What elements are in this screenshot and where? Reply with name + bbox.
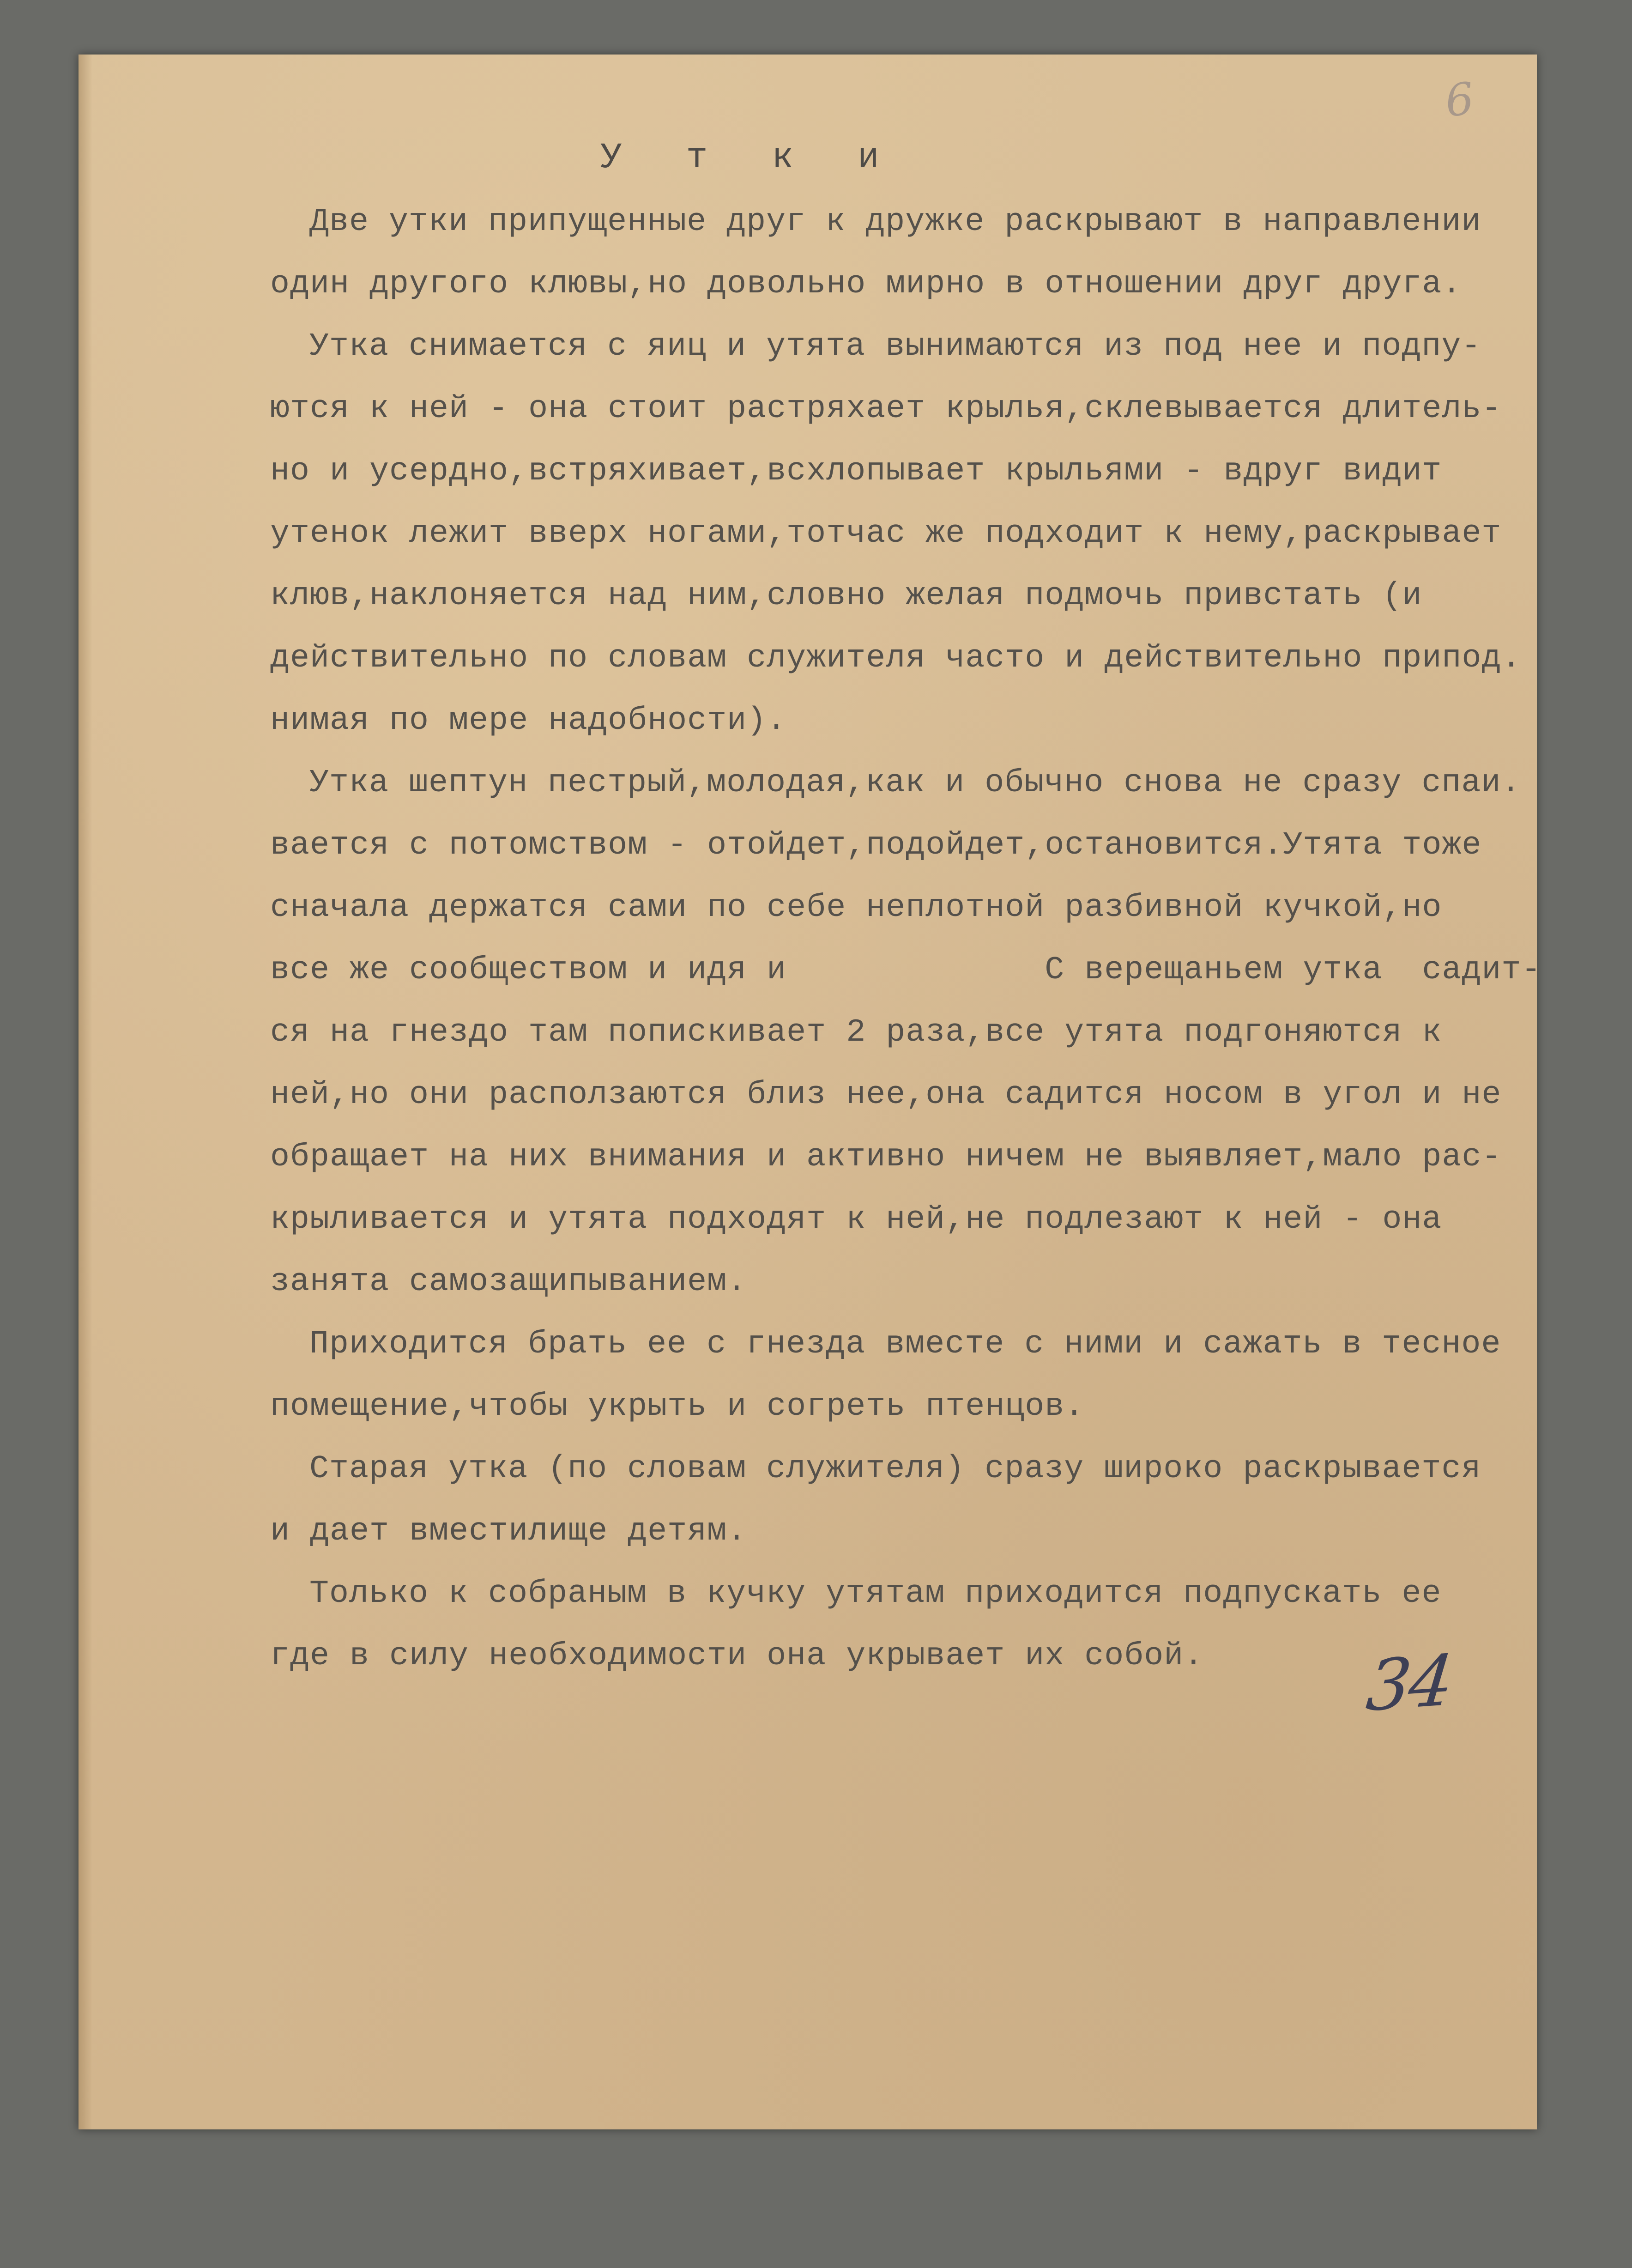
- text-line: вается с потомством - отойдет,подойдет,остановится.Утята тоже: [270, 827, 1482, 864]
- folio-mark: 6: [1443, 73, 1476, 127]
- text-line: Утка снимается с яиц и утята вынимаются из под нее и подпу-: [309, 328, 1481, 365]
- text-line: Только к собраным в кучку утятам приходится подпускать ее: [309, 1576, 1442, 1612]
- text-line: клюв,наклоняется над ним,словно желая подмочь привстать (и: [270, 578, 1422, 614]
- paragraph: [270, 191, 1632, 315]
- text-line: но и усердно,встряхивает,всхлопывает крыльями - вдруг видит: [270, 453, 1442, 490]
- text-line: где в силу необходимости она укрывает их собой.: [270, 1638, 1204, 1674]
- text-line: нимая по мере надобности).: [270, 703, 787, 739]
- text-line: Приходится брать ее с гнезда вместе с ними и сажать в тесное: [309, 1326, 1501, 1363]
- paragraph: [270, 1438, 1632, 1563]
- text-line: Две утки припущенные друг к дружке раскрывают в направлении: [309, 204, 1481, 240]
- text-line: все же сообществом и идя и С верещаньем утка садит-: [270, 952, 1541, 988]
- text-line: и дает вместилище детям.: [270, 1513, 747, 1550]
- text-line: ются к ней - она стоит растряхает крылья,склевывается длитель-: [270, 391, 1502, 427]
- paper-edge-shadow: [79, 55, 92, 2129]
- text-line: действительно по словам служителя часто и действительно припод.: [270, 640, 1522, 677]
- paragraph: [270, 752, 1632, 1313]
- document-body: [270, 191, 1632, 1687]
- text-line: Старая утка (по словам служителя) сразу широко раскрывается: [309, 1451, 1481, 1487]
- text-line: ней,но они расползаются близ нее,она садится носом в угол и не: [270, 1077, 1502, 1113]
- handwritten-sheet-number: 34: [1362, 1640, 1456, 1728]
- document-sheet: [79, 55, 1541, 2129]
- text-line: крыливается и утята подходят к ней,не подлезают к ней - она: [270, 1201, 1442, 1238]
- text-line: занята самозащипыванием.: [270, 1264, 747, 1300]
- text-line: один другого клювы,но довольно мирно в отношении друг друга.: [270, 266, 1462, 303]
- paragraph: [270, 1313, 1632, 1438]
- text-line: ся на гнездо там попискивает 2 раза,все утята подгоняются к: [270, 1014, 1442, 1051]
- text-line: сначала держатся сами по себе неплотной разбивной кучкой,но: [270, 890, 1442, 926]
- document-title: У т к и: [600, 138, 901, 178]
- text-line: обращает на них внимания и активно ничем не выявляет,мало рас-: [270, 1139, 1502, 1176]
- text-line: Утка шептун пестрый,молодая,как и обычно снова не сразу спаи.: [309, 765, 1521, 801]
- paragraph: [270, 315, 1632, 752]
- text-line: утенок лежит вверх ногами,тотчас же подходит к нему,раскрывает: [270, 515, 1502, 552]
- text-line: помещение,чтобы укрыть и согреть птенцов.: [270, 1389, 1085, 1425]
